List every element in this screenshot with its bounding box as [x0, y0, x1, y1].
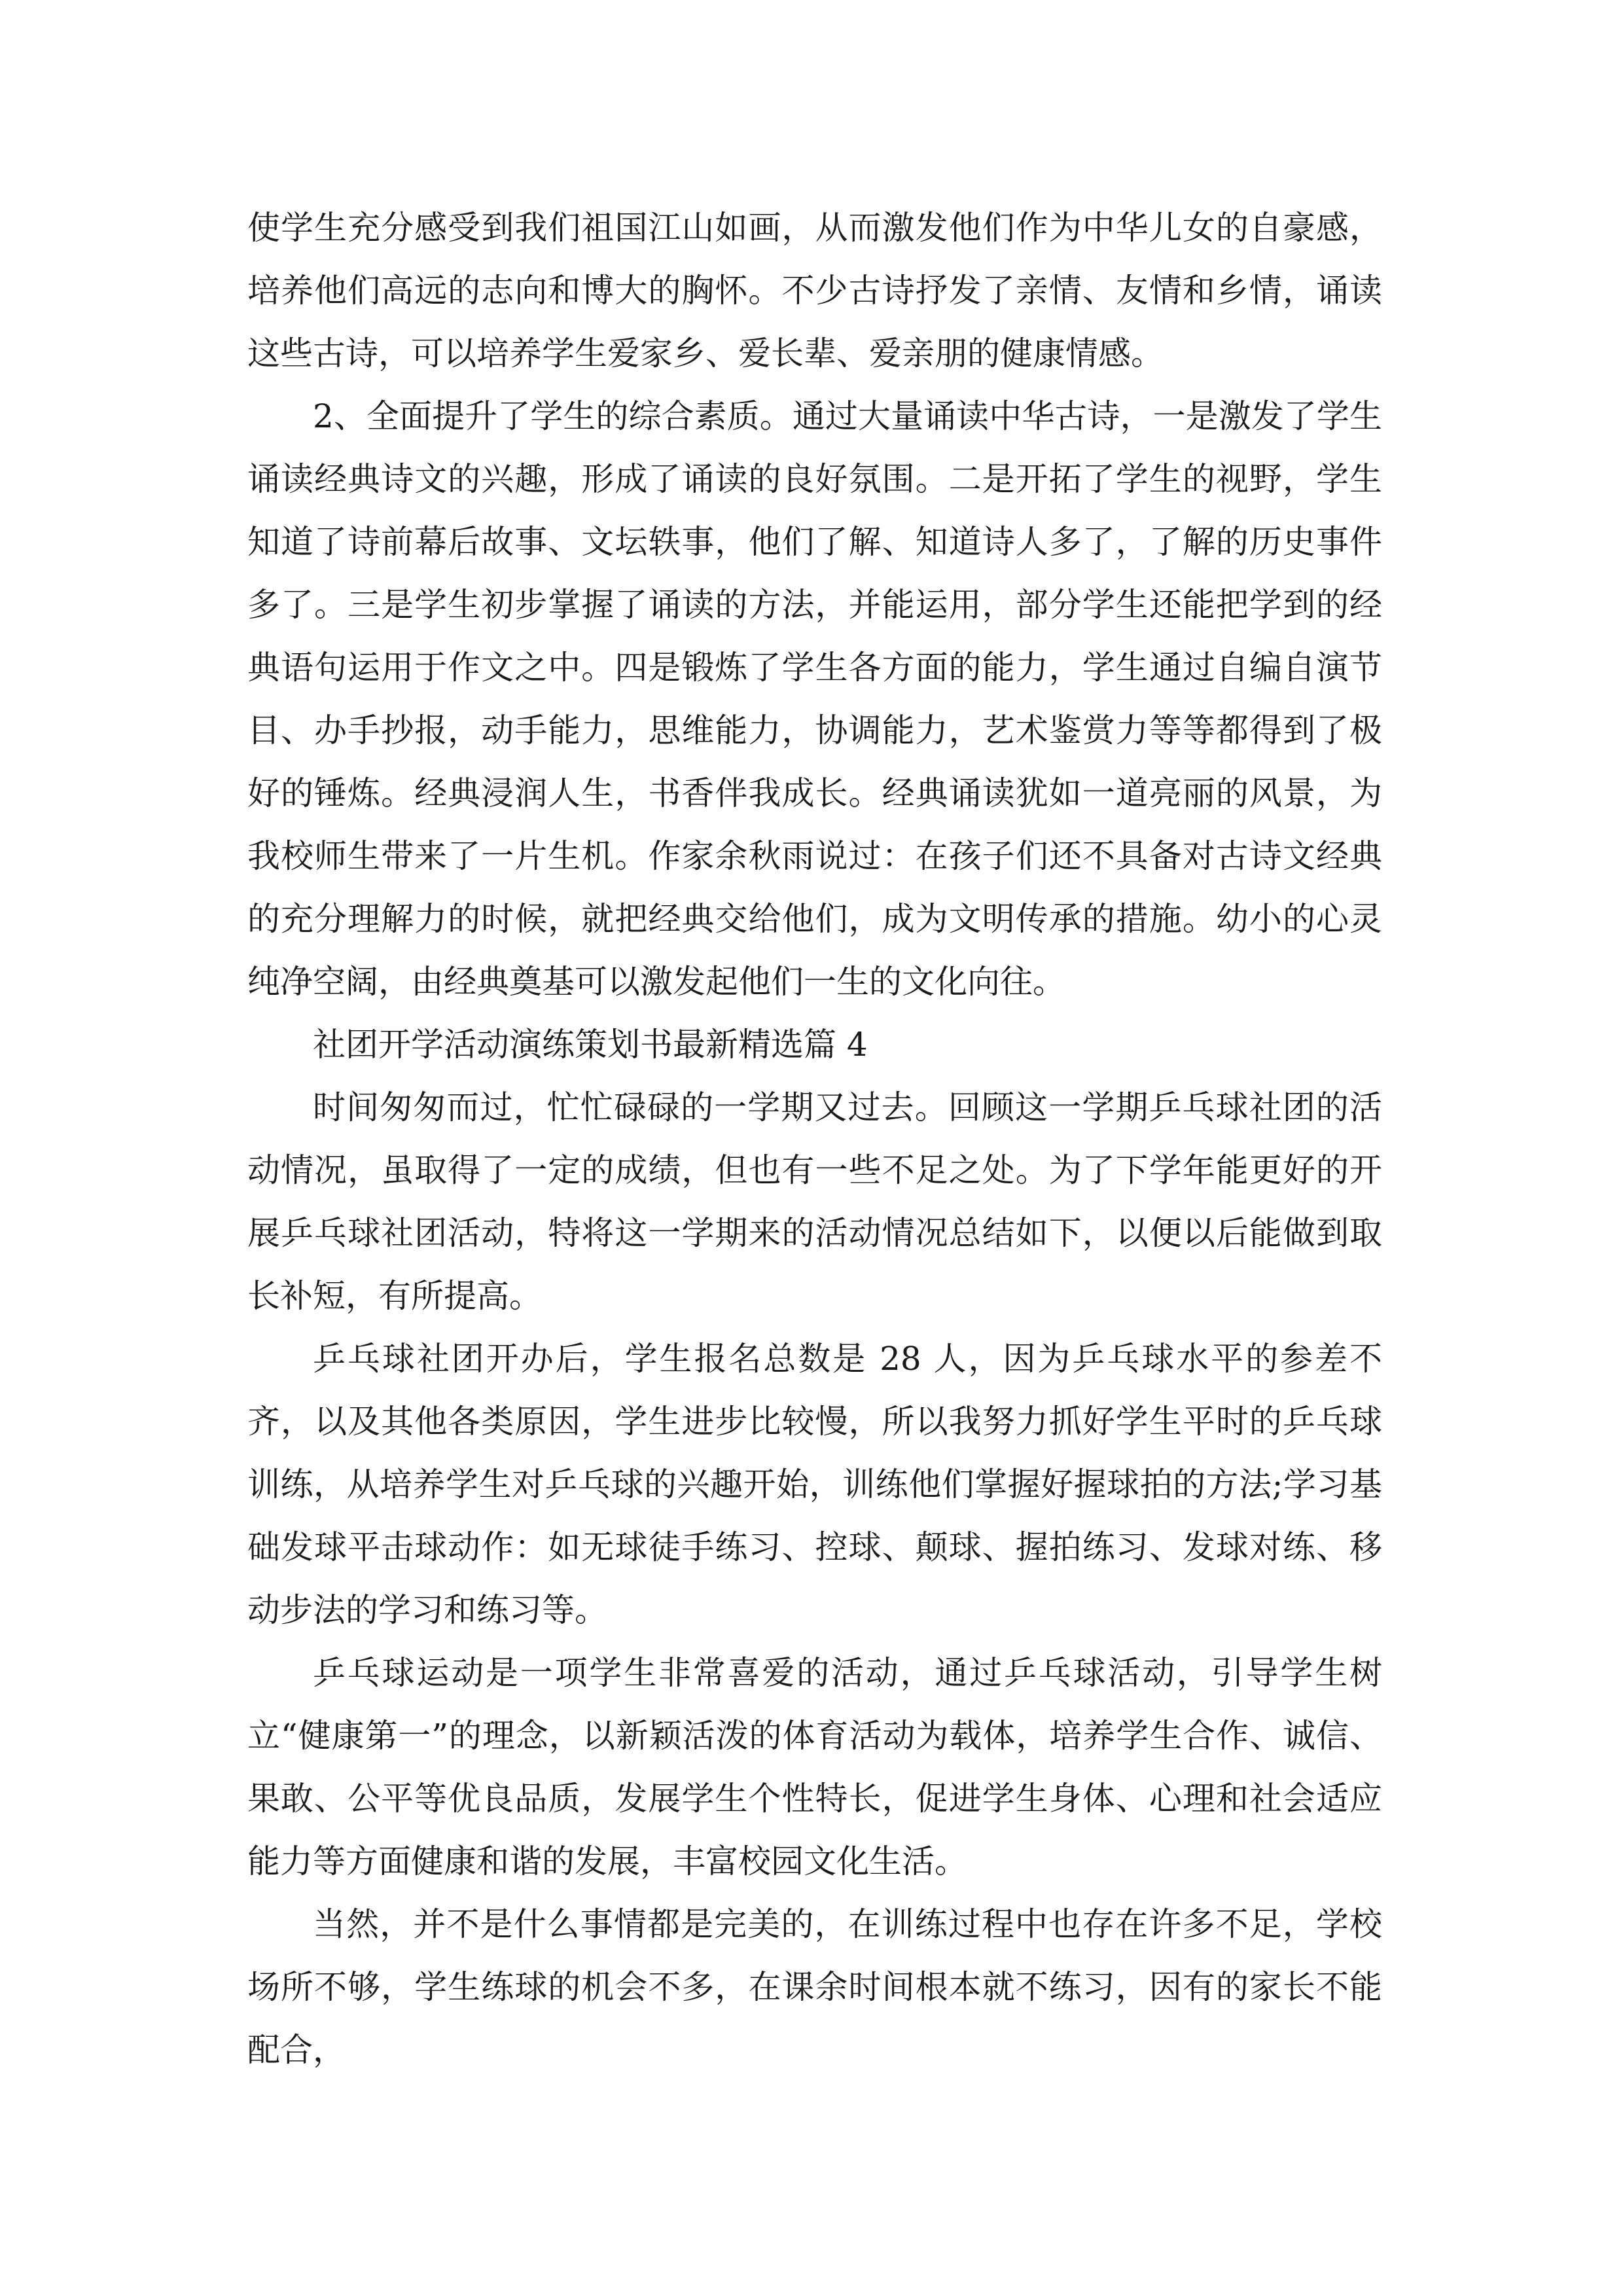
paragraph-3: 时间匆匆而过，忙忙碌碌的一学期又过去。回顾这一学期乒乓球社团的活动情况，虽取得了一定的成绩，但也有一些不足之处。为了下学年能更好的开展乒乓球社团活动，特将这一学期来的活动情况总结如下，以便以后能做到取长补短，有所提高。: [247, 1088, 1382, 1315]
paragraph-4: 乒乓球社团开办后，学生报名总数是 28 人，因为乒乓球水平的参差不齐，以及其他各类原因，学生进步比较慢，所以我努力抓好学生平时的乒乓球训练，从培养学生对乒乓球的兴趣开始，训练他们掌握好握球拍的方法;学习基础发球平击球动作：如无球徒手练习、控球、颠球、握拍练习、发球对练、移动步法的学习和练习等。: [247, 1340, 1382, 1629]
document-body: [247, 196, 1382, 2081]
paragraph-5: 乒乓球运动是一项学生非常喜爱的活动，通过乒乓球活动，引导学生树立“健康第一”的理念，以新颖活泼的体育活动为载体，培养学生合作、诚信、果敢、公平等优良品质，发展学生个性特长，促进学生身体、心理和社会适应能力等方面健康和谐的发展，丰富校园文化生活。: [247, 1654, 1382, 1880]
paragraph-1: 使学生充分感受到我们祖国江山如画，从而激发他们作为中华儿女的自豪感，培养他们高远的志向和博大的胸怀。不少古诗抒发了亲情、友情和乡情，诵读这些古诗，可以培养学生爱家乡、爱长辈、爱亲朋的健康情感。: [247, 209, 1382, 372]
section-heading: 社团开学活动演练策划书最新精选篇 4: [313, 1026, 868, 1064]
paragraph-6: 当然，并不是什么事情都是完美的，在训练过程中也存在许多不足，学校场所不够，学生练球的机会不多，在课余时间根本就不练习，因有的家长不能配合，: [247, 1905, 1382, 2069]
paragraph-2: 2、全面提升了学生的综合素质。通过大量诵读中华古诗，一是激发了学生诵读经典诗文的兴趣，形成了诵读的良好氛围。二是开拓了学生的视野，学生知道了诗前幕后故事、文坛轶事，他们了解、知道诗人多了，了解的历史事件多了。三是学生初步掌握了诵读的方法，并能运用，部分学生还能把学到的经典语句运用于作文之中。四是锻炼了学生各方面的能力，学生通过自编自演节目、办手抄报，动手能力，思维能力，协调能力，艺术鉴赏力等等都得到了极好的锤炼。经典浸润人生，书香伴我成长。经典诵读犹如一道亮丽的风景，为我校师生带来了一片生机。作家余秋雨说过：在孩子们还不具备对古诗文经典的充分理解力的时候，就把经典交给他们，成为文明传承的措施。幼小的心灵纯净空阔，由经典奠基可以激发起他们一生的文化向往。: [247, 397, 1382, 1001]
